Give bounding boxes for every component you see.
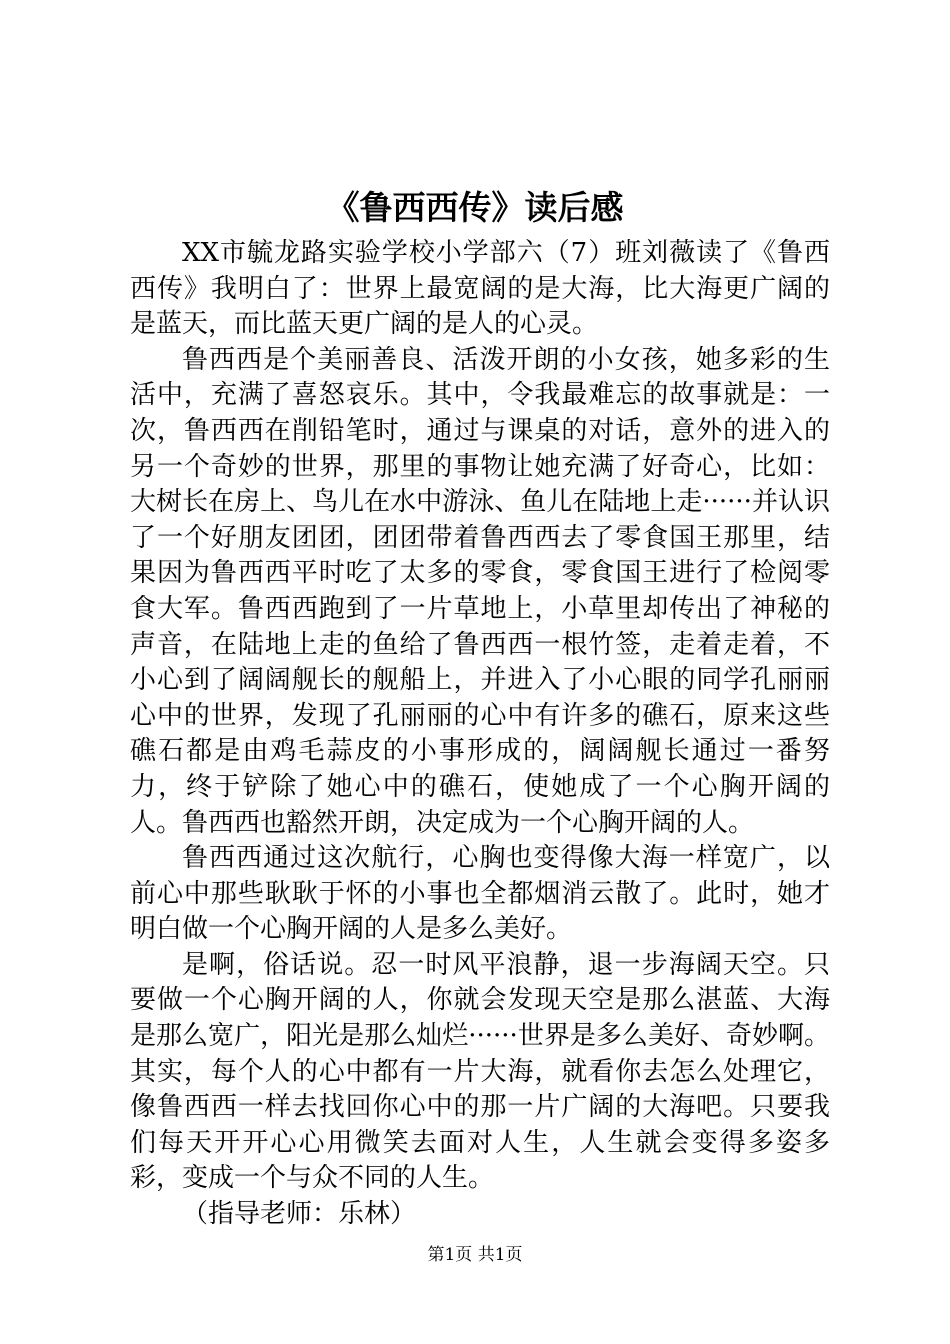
paragraph-story: 鲁西西是个美丽善良、活泼开朗的小女孩，她多彩的生活中，充满了喜怒哀乐。其中，令我最难忘的故事就是：一次，鲁西西在削铅笔时，通过与课桌的对话，意外的进入的另一个奇妙的世界，那里的事物让她充满了好奇心，比如：大树长在房上、鸟儿在水中游泳、鱼儿在陆地上走······并认识了一个好朋友团团，团团带着鲁西西去了零食国王那里，结果因为鲁西西平时吃了太多的零食，零食国王进行了检阅零食大军。鲁西西跑到了一片草地上，小草里却传出了神秘的声音，在陆地上走的鱼给了鲁西西一根竹签，走着走着，不小心到了阔阔舰长的舰船上，并进入了小心眼的同学孔丽丽心中的世界，发现了孔丽丽的心中有许多的礁石，原来这些礁石都是由鸡毛蒜皮的小事形成的，阔阔舰长通过一番努力，终于铲除了她心中的礁石，使她成了一个心胸开阔的人。鲁西西也豁然开朗，决定成为一个心胸开阔的人。	[130, 344, 830, 838]
document-title: 《鲁西西传》读后感	[326, 188, 624, 227]
paragraph-intro: XX市毓龙路实验学校小学部六（7）班刘薇读了《鲁西西传》我明白了：世界上最宽阔的是大海，比大海更广阔的是蓝天，而比蓝天更广阔的是人的心灵。	[130, 238, 830, 340]
paragraph-voyage: 鲁西西通过这次航行，心胸也变得像大海一样宽广，以前心中那些耿耿于怀的小事也全都烟消云散了。此时，她才明白做一个心胸开阔的人是多么美好。	[130, 843, 830, 945]
paragraph-teacher: （指导老师：乐林）	[182, 1199, 417, 1230]
document-body	[130, 236, 830, 1233]
page-number-footer: 第1页 共1页	[427, 1245, 523, 1265]
paragraph-conclusion: 是啊，俗话说。忍一时风平浪静，退一步海阔天空。只要做一个心胸开阔的人，你就会发现天空是那么湛蓝、大海是那么宽广，阳光是那么灿烂······世界是多么美好、奇妙啊。其实，每个人的心中都有一片大海，就看你去怎么处理它，像鲁西西一样去找回你心中的那一片广阔的大海吧。只要我们每天开开心心用微笑去面对人生，人生就会变得多姿多彩，变成一个与众不同的人生。	[130, 949, 830, 1194]
